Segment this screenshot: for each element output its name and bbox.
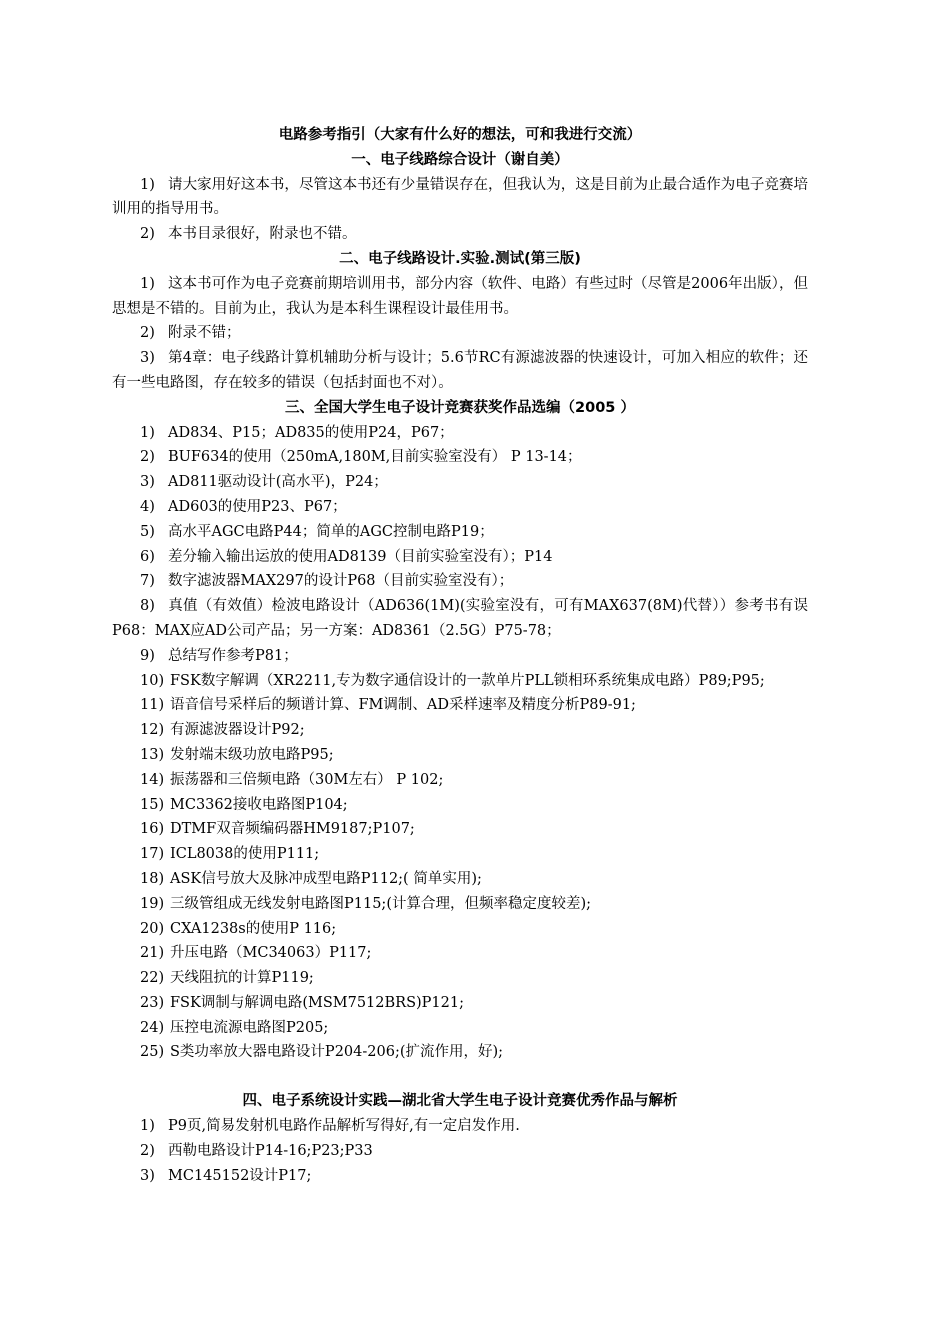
list-item-number: 22) [140,970,165,987]
list-item [112,693,808,718]
list-item-number: 11) [140,697,165,714]
list-item-text: 本书目录很好，附录也不错。 [168,226,357,243]
section-heading: 三、全国大学生电子设计竞赛获奖作品选编（2005 ） [285,399,635,416]
list-item [112,321,808,346]
list-item [112,817,808,842]
document-page [112,123,808,1188]
list-item-text: AD603的使用P23、P67； [168,498,347,515]
list-item [112,520,808,545]
list-item-number: 12) [140,722,165,739]
list-item-number: 1) [140,176,155,193]
section-spacer [112,1065,808,1089]
list-item-text: ASK信号放大及脉冲成型电路P112;( 简单实用); [170,870,482,887]
list-item-number: 3) [140,474,155,491]
list-item-text: MC145152设计P17; [168,1167,312,1184]
sections-container [112,148,808,1189]
section-heading: 二、电子线路设计.实验.测试(第三版) [339,250,581,267]
list-item-number: 18) [140,870,165,887]
list-item-number: 1) [140,275,155,292]
list-item-number: 19) [140,895,165,912]
list-item-number: 23) [140,994,165,1011]
list-item [112,966,808,991]
list-item [112,867,808,892]
list-item [112,569,808,594]
list-item-text: 天线阻抗的计算P119; [170,970,314,987]
list-item [112,1164,808,1189]
list-item-text: BUF634的使用（250mA,180M,目前实验室没有） P 13-14； [168,449,582,466]
list-item-number: 17) [140,846,165,863]
list-item-text: 压控电流源电路图P205; [170,1019,329,1036]
list-item [112,842,808,867]
list-item-text: 真值（有效值）检波电路设计（AD636(1M)(实验室没有，可有MAX637(8M)代替））参考书有误P68：MAX应AD公司产品；另一方案：AD8361（2.5G）P75-78； [112,598,808,639]
list-item [112,892,808,917]
list-item-number: 15) [140,796,165,813]
list-item [112,545,808,570]
list-item-number: 13) [140,746,165,763]
list-item-number: 21) [140,945,165,962]
list-item-number: 2) [140,325,155,342]
list-item [112,272,808,322]
list-item [112,421,808,446]
list-item-text: ICL8038的使用P111; [170,846,320,863]
list-item-number: 2) [140,449,155,466]
list-item-number: 1) [140,424,155,441]
list-item-number: 14) [140,771,165,788]
list-item-text: 西勒电路设计P14-16;P23;P33 [168,1142,373,1159]
list-item-number: 24) [140,1019,165,1036]
list-item-text: MC3362接收电路图P104; [170,796,348,813]
list-item-number: 4) [140,498,155,515]
list-item [112,445,808,470]
list-item-text: 振荡器和三倍频电路（30M左右） P 102; [170,771,444,788]
list-item [112,718,808,743]
section-heading: 四、电子系统设计实践—湖北省大学生电子设计竞赛优秀作品与解析 [242,1093,678,1110]
list-item-text: S类功率放大器电路设计P204-206;(扩流作用，好); [170,1044,504,1061]
list-item [112,644,808,669]
list-item-text: 总结写作参考P81； [168,647,298,664]
list-item [112,1139,808,1164]
list-item-text: 语音信号采样后的频谱计算、FM调制、AD采样速率及精度分析P89-91; [170,697,636,714]
list-item [112,768,808,793]
list-item-number: 3) [140,1167,155,1184]
list-item-number: 10) [140,672,165,689]
list-item-number: 1) [140,1118,155,1135]
list-item-number: 6) [140,548,155,565]
list-item [112,173,808,223]
list-item-text: 这本书可作为电子竞赛前期培训用书，部分内容（软件、电路）有些过时（尽管是2006年出版），但思想是不错的。目前为止，我认为是本科生课程设计最佳用书。 [112,275,808,317]
list-item-text: 数字滤波器MAX297的设计P68（目前实验室没有）； [168,573,514,590]
document-title: 电路参考指引（大家有什么好的想法，可和我进行交流） [278,127,642,143]
list-item-number: 2) [140,226,155,243]
list-item [112,917,808,942]
list-item-text: CXA1238s的使用P 116; [170,920,337,937]
list-item [112,346,808,396]
list-item-number: 3) [140,350,155,367]
list-item-number: 7) [140,573,155,590]
list-item-text: 第4章：电子线路计算机辅助分析与设计；5.6节RC有源滤波器的快速设计，可加入相应的软件；还有一些电路图，存在较多的错误（包括封面也不对）。 [112,350,808,391]
list-item-text: 三级管组成无线发射电路图P115;(计算合理，但频率稳定度较差); [170,895,592,912]
list-item-text: P9页,简易发射机电路作品解析写得好,有一定启发作用. [168,1118,520,1135]
section-heading: 一、电子线路综合设计（谢自美） [351,151,569,168]
list-item [112,495,808,520]
list-item-number: 2) [140,1142,155,1159]
list-item [112,470,808,495]
list-item-text: FSK数字解调（XR2211,专为数字通信设计的一款单片PLL锁相环系统集成电路）P89;P95; [170,672,765,689]
list-item-text: 附录不错； [168,325,241,342]
list-item [112,1114,808,1139]
list-item-number: 20) [140,920,165,937]
list-item [112,941,808,966]
list-item [112,669,808,694]
list-item [112,793,808,818]
list-item-number: 8) [140,598,155,615]
list-item-text: 发射端末级功放电路P95; [170,746,334,763]
list-item [112,1040,808,1065]
list-item-number: 5) [140,523,155,540]
list-item-text: AD811驱动设计(高水平)，P24； [168,474,388,491]
list-item-text: 有源滤波器设计P92; [170,722,305,739]
list-item [112,743,808,768]
list-item-text: 差分输入输出运放的使用AD8139（目前实验室没有）；P14 [168,548,553,565]
list-item-number: 9) [140,647,155,664]
list-item [112,222,808,247]
list-item [112,594,808,644]
list-item-text: AD834、P15；AD835的使用P24，P67； [168,424,454,441]
list-item [112,1016,808,1041]
list-item [112,991,808,1016]
list-item-text: 请大家用好这本书，尽管这本书还有少量错误存在，但我认为，这是目前为止最合适作为电子竞赛培训用的指导用书。 [112,176,808,218]
list-item-number: 25) [140,1044,165,1061]
list-item-text: FSK调制与解调电路(MSM7512BRS)P121; [170,994,464,1011]
list-item-text: DTMF双音频编码器HM9187;P107; [170,821,415,838]
list-item-text: 高水平AGC电路P44；简单的AGC控制电路P19； [168,523,494,540]
list-item-text: 升压电路（MC34063）P117; [170,945,372,962]
list-item-number: 16) [140,821,165,838]
